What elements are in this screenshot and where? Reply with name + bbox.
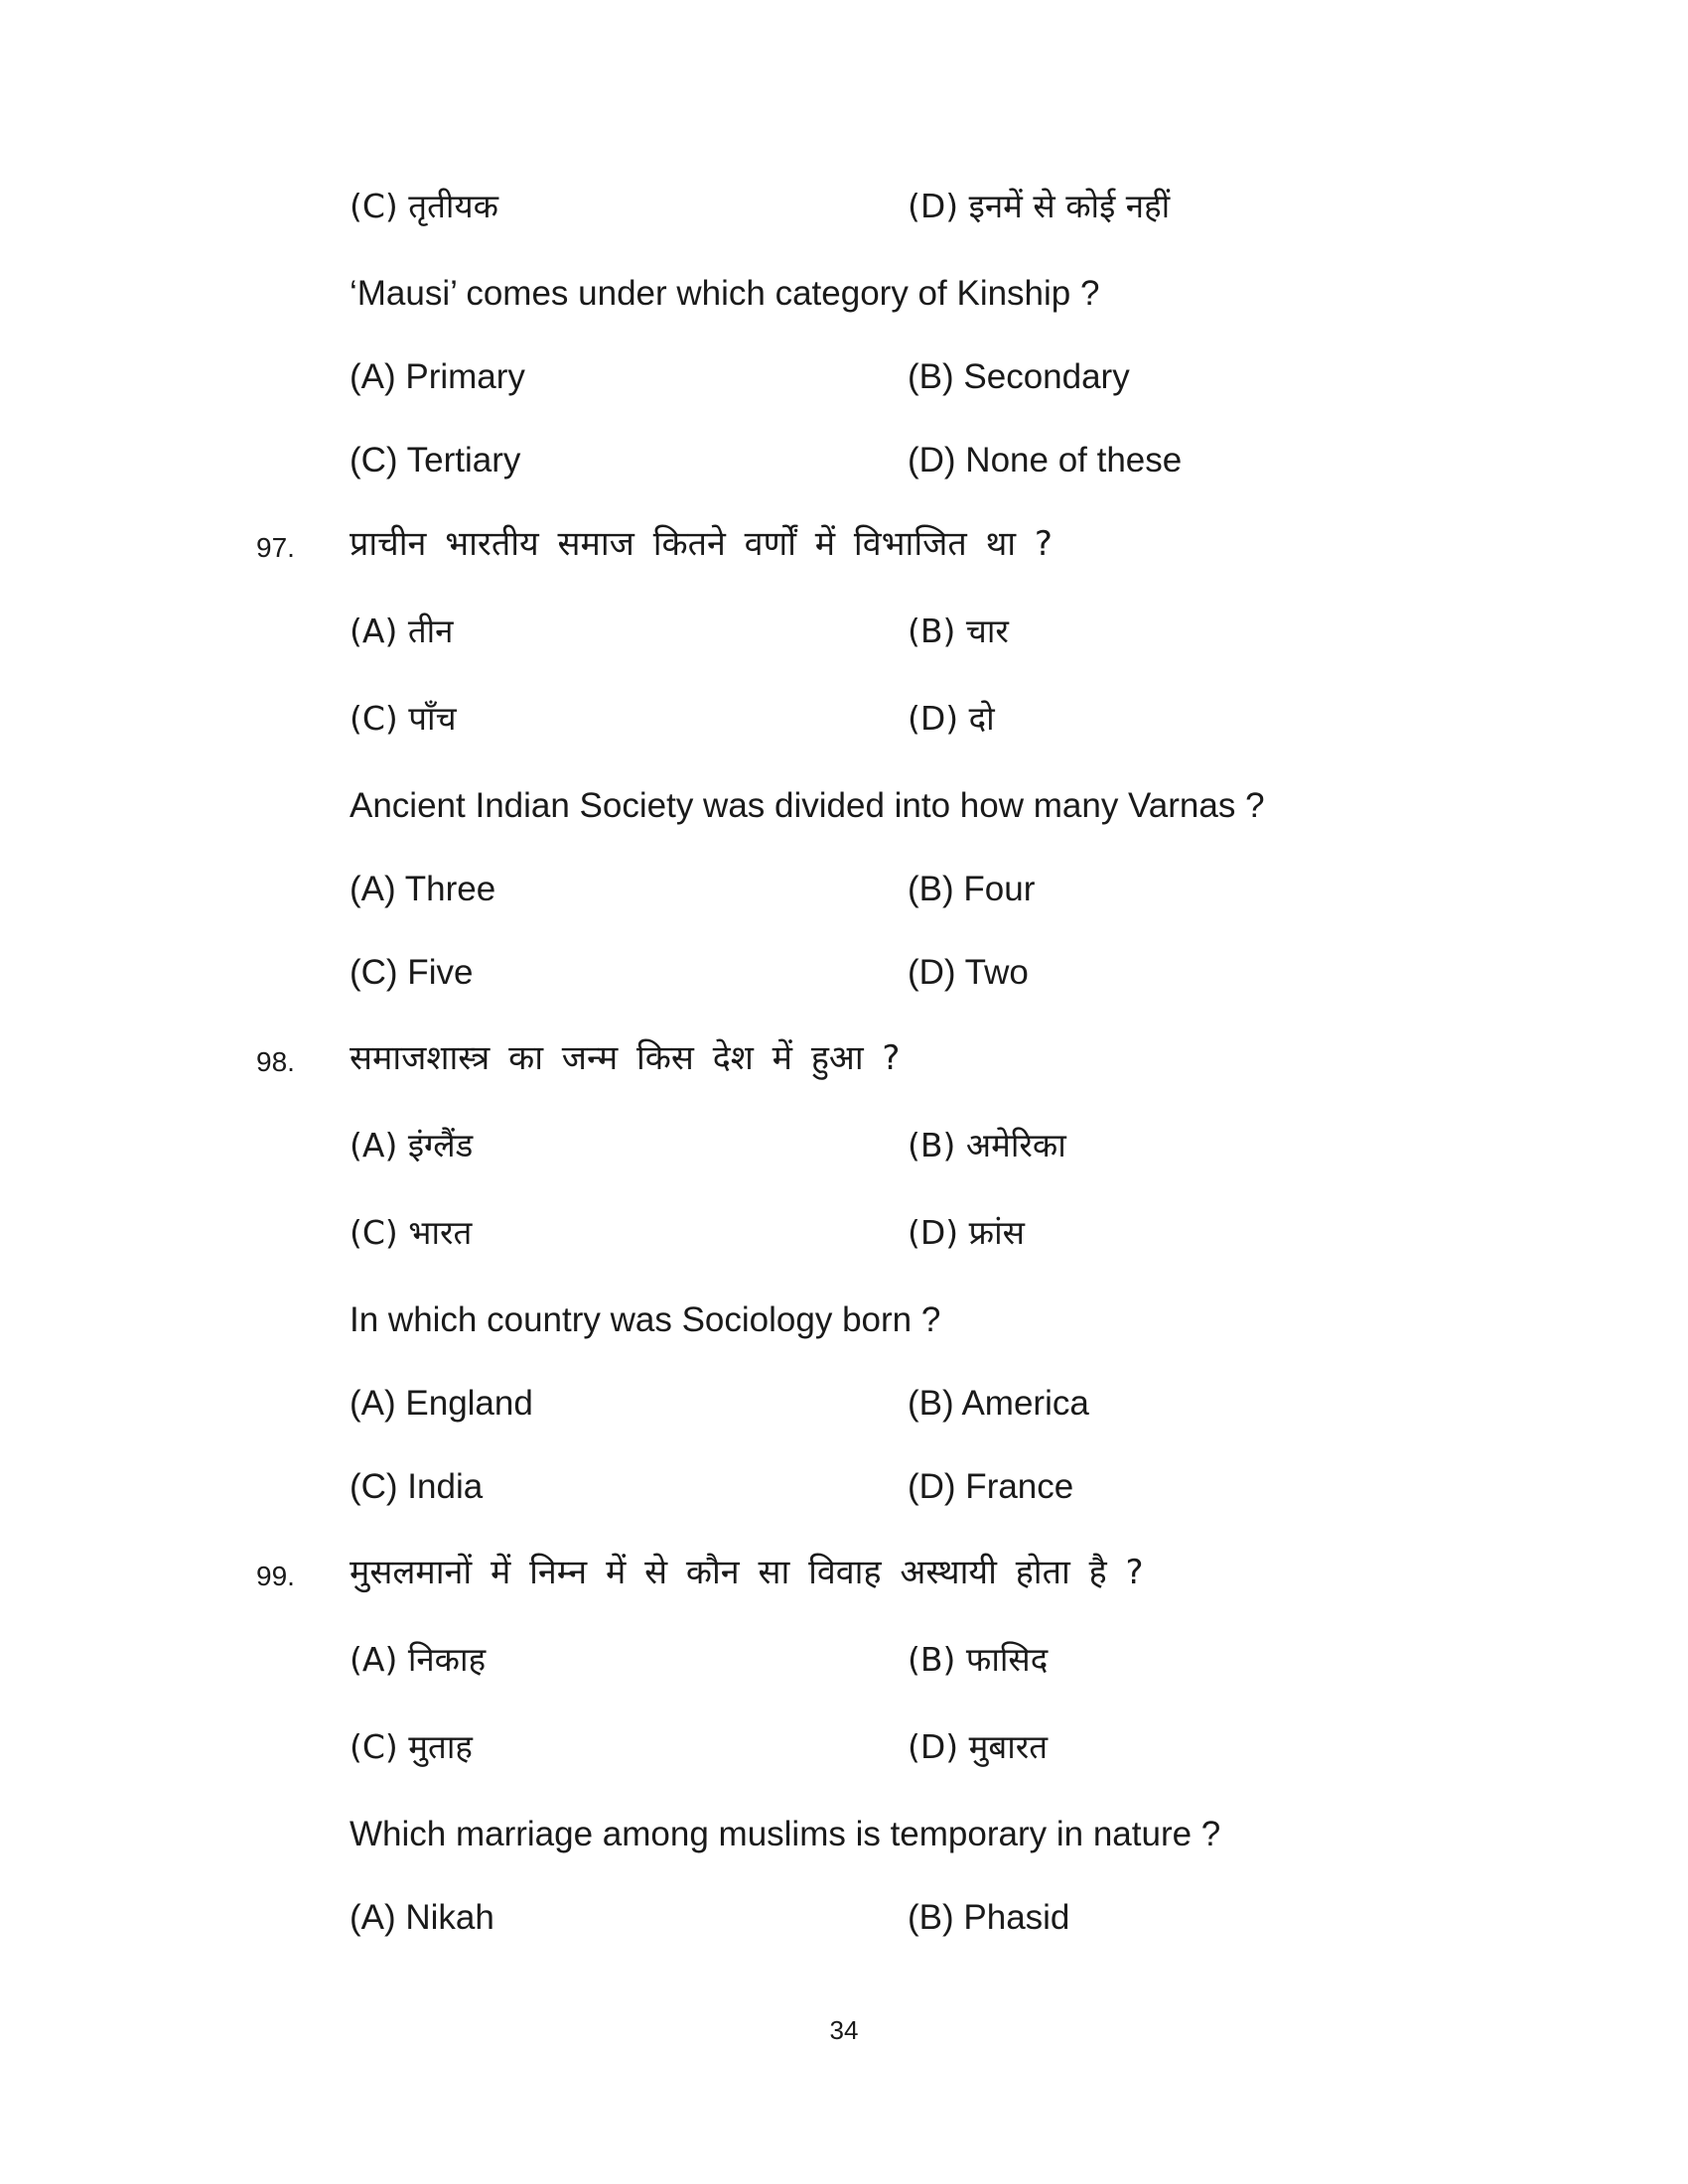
option-c-hindi: (C) मुताह	[350, 1727, 473, 1766]
question-number: 97.	[256, 532, 295, 563]
option-b-hindi: (B) फासिद	[908, 1640, 1049, 1679]
option-a-english: (A) England	[350, 1384, 533, 1423]
option-c-english: (C) India	[350, 1467, 484, 1506]
option-d-hindi: (D) मुबारत	[908, 1727, 1049, 1766]
option-c-hindi: (C) तृतीयक	[350, 187, 498, 225]
question-number: 99.	[256, 1561, 295, 1591]
option-b-hindi: (B) चार	[908, 612, 1009, 650]
option-b-english: (B) Four	[908, 870, 1036, 908]
question-text-hindi: समाजशास्त्र का जन्म किस देश में हुआ ?	[350, 1038, 901, 1078]
option-a-hindi: (A) इंग्लैंड	[350, 1126, 474, 1164]
question-text-english: ‘Mausi’ comes under which category of Kinship ?	[350, 274, 1100, 313]
option-a-hindi: (A) तीन	[350, 612, 454, 650]
question-number: 98.	[256, 1046, 295, 1077]
option-c-hindi: (C) भारत	[350, 1213, 473, 1252]
question-text-english: Ancient Indian Society was divided into how many Varnas ?	[350, 786, 1265, 825]
option-b-english: (B) America	[908, 1384, 1089, 1423]
option-a-english: (A) Three	[350, 870, 496, 908]
option-d-hindi: (D) दो	[908, 699, 995, 738]
option-d-english: (D) France	[908, 1467, 1074, 1506]
option-d-hindi: (D) फ्रांस	[908, 1213, 1025, 1252]
option-c-hindi: (C) पाँच	[350, 699, 457, 738]
question-text-hindi: प्राचीन भारतीय समाज कितने वर्णों में विभाजित था ?	[350, 524, 1053, 564]
option-c-english: (C) Tertiary	[350, 441, 521, 479]
option-d-english: (D) None of these	[908, 441, 1183, 479]
question-text-hindi: मुसलमानों में निम्न में से कौन सा विवाह अस्थायी होता है ?	[350, 1553, 1144, 1592]
option-d-english: (D) Two	[908, 953, 1029, 992]
page-number: 34	[829, 2015, 859, 2045]
option-b-hindi: (B) अमेरिका	[908, 1126, 1066, 1164]
option-b-english: (B) Phasid	[908, 1898, 1070, 1937]
question-text-english: Which marriage among muslims is temporary in nature ?	[350, 1815, 1221, 1853]
option-a-english: (A) Nikah	[350, 1898, 494, 1937]
option-c-english: (C) Five	[350, 953, 474, 992]
option-a-hindi: (A) निकाह	[350, 1640, 487, 1679]
option-d-hindi: (D) इनमें से कोई नहीं	[908, 187, 1171, 225]
option-b-english: (B) Secondary	[908, 357, 1130, 396]
option-a-english: (A) Primary	[350, 357, 525, 396]
question-text-english: In which country was Sociology born ?	[350, 1300, 941, 1339]
